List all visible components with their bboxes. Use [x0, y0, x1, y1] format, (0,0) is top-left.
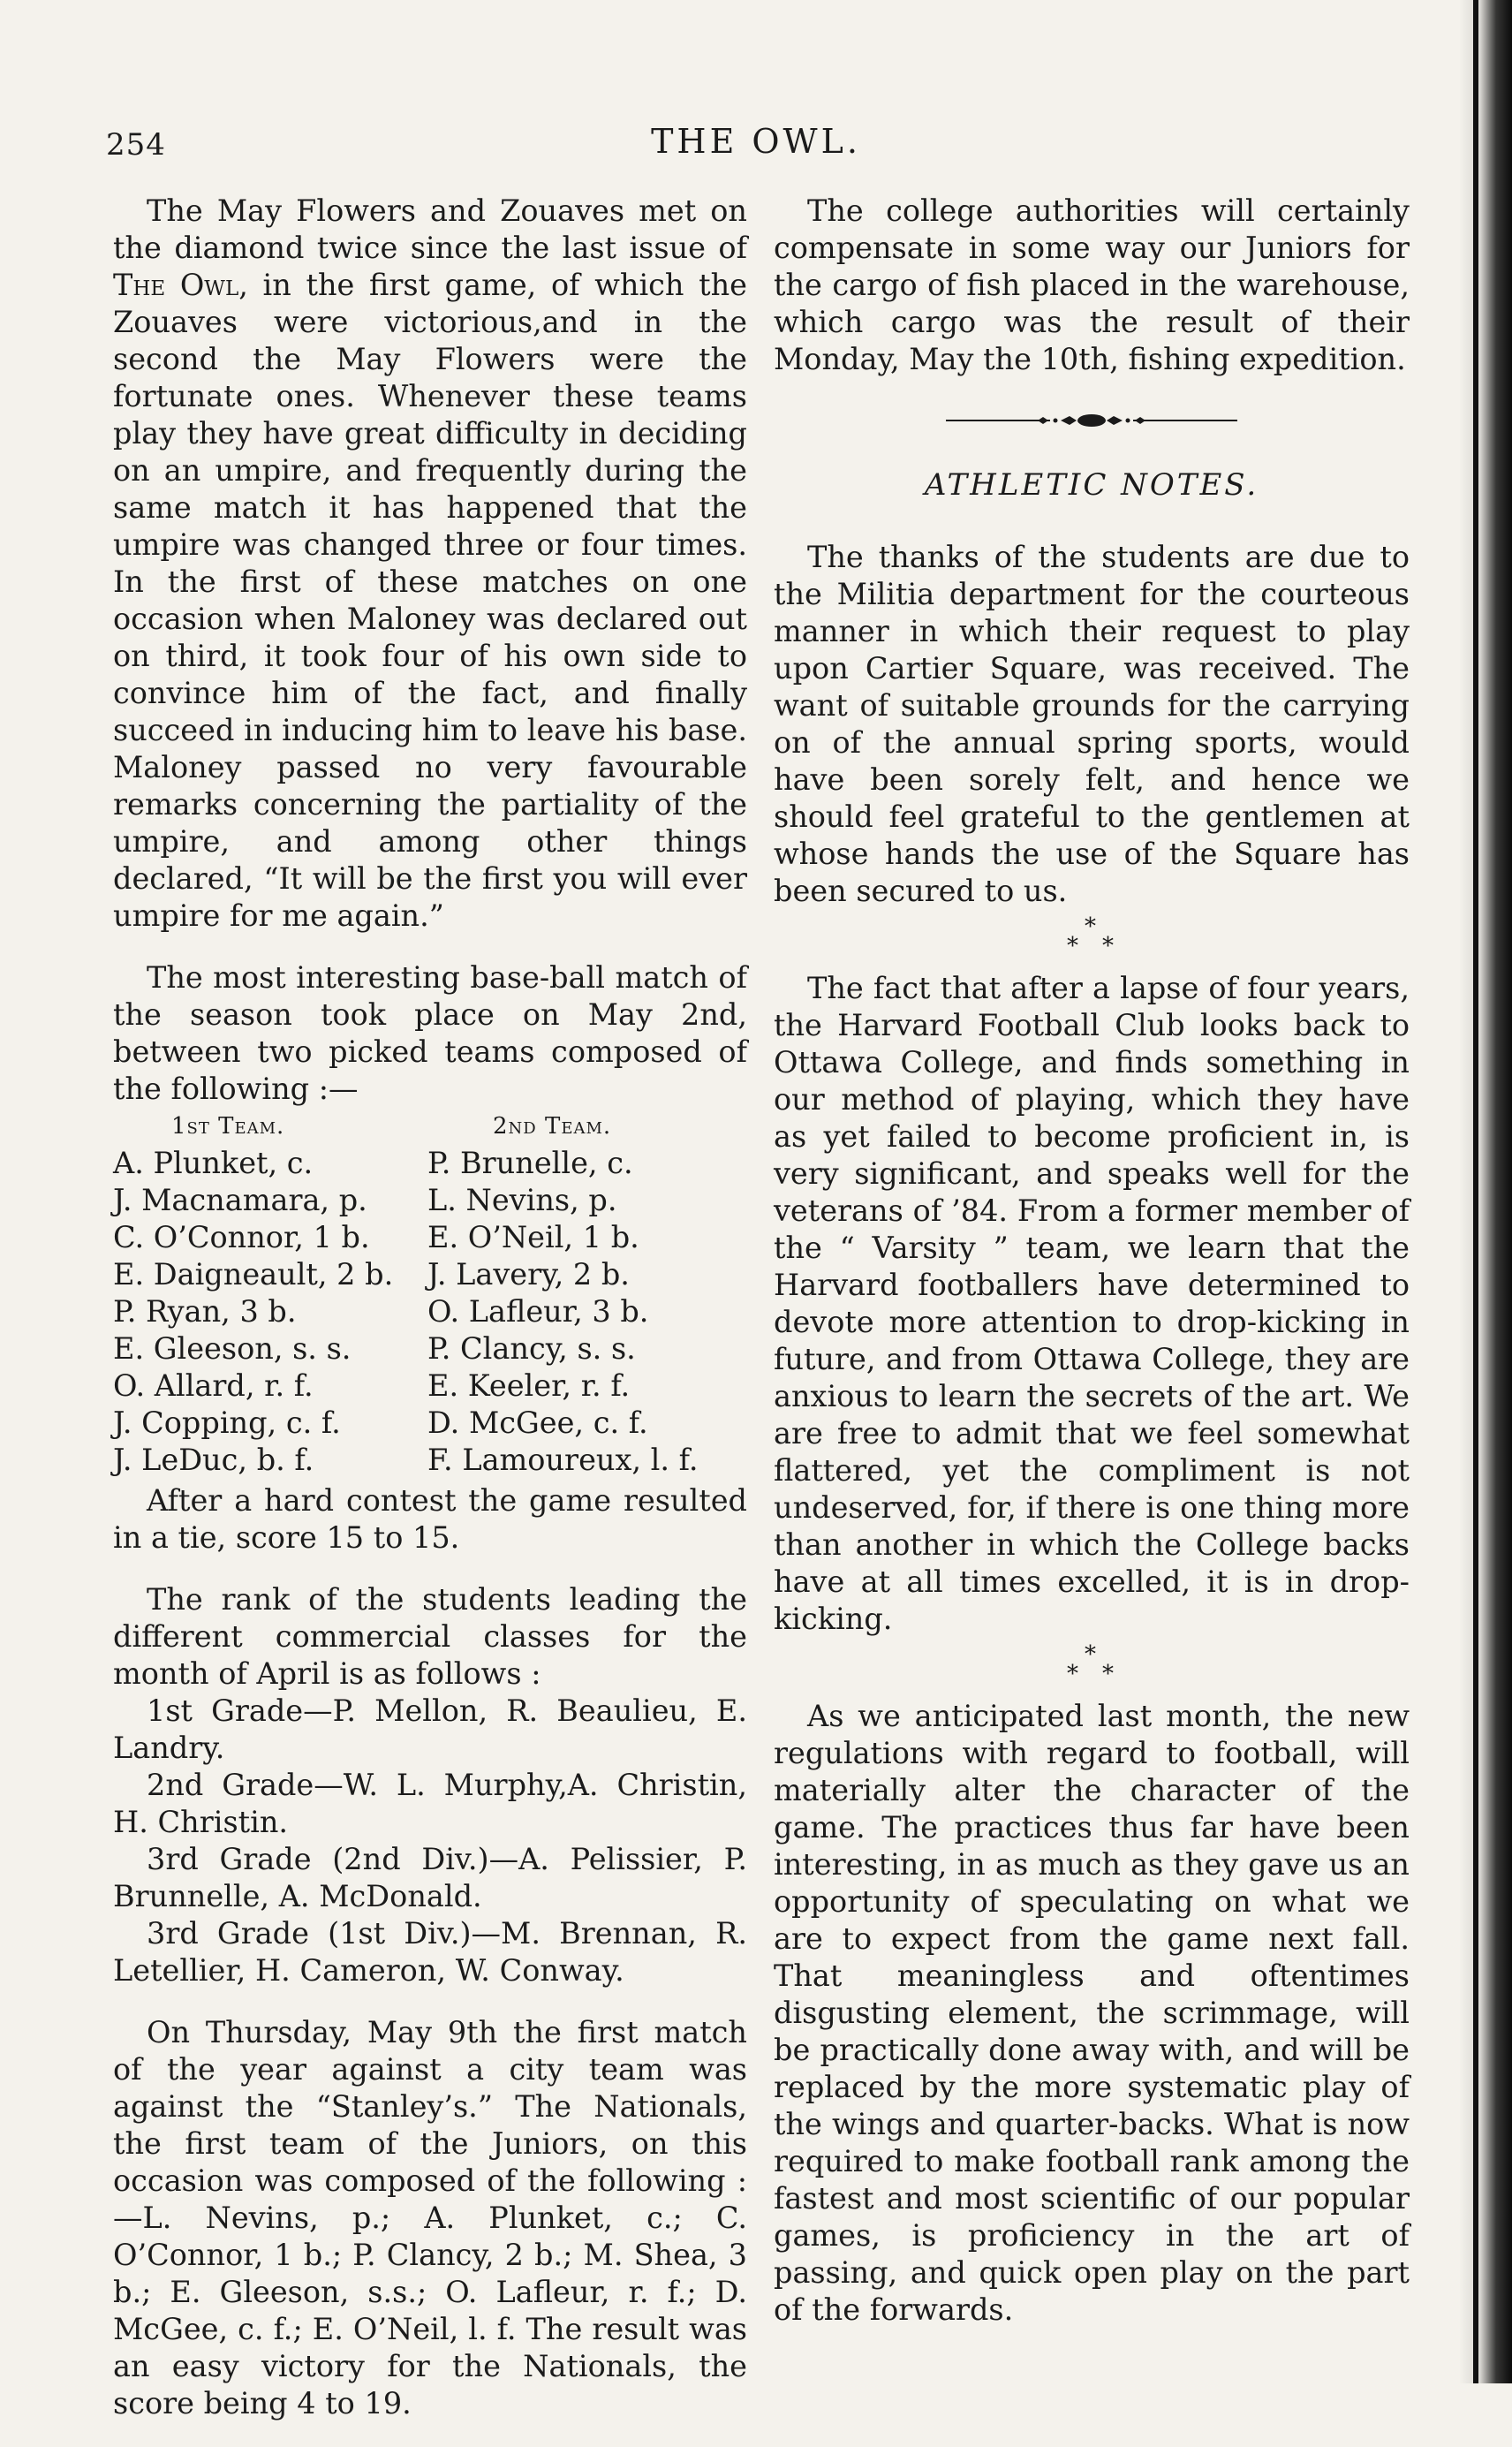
table-row — [113, 1442, 747, 1479]
paragraph-stanleys-match: On Thursday, May 9th the first match of the year against a city team was against the “Stanley’s.” The Nationals, the first team of the Juniors, on this occasion was composed of the following :—L. Nevins, p.; A. Plunket, c.; C. O’Connor, 1 b.; P. Clancy, 2 b.; M. Shea, 3 b.; E. Gleeson, s.s.; O. Lafleur, r. f.; D. McGee, c. f.; E. O’Neil, l. f. The result was an easy victory for the Nationals, the score being 4 to 19. — [113, 2015, 747, 2420]
paragraph-text: , in the first game, of which the Zouaves were victorious,and in the second the May Flowers were the fortunate ones. Whenever these teams play they have great difficulty in deciding on an umpire, and frequently during the same match it has happened that the umpire was changed three or four times. In the first of these matches on one occasion when Maloney was declared out on third, it took four of his own side to convince him of the fact, and finally succeed in inducing him to leave his base. Maloney passed no very favourable remarks concerning the partiality of the umpire, and among other things declared, “It will be the first you will ever umpire for me again.” — [113, 268, 748, 933]
book-spine-shadow — [1459, 0, 1512, 2383]
ornament-rule-icon — [946, 412, 1237, 429]
left-column — [113, 193, 747, 2447]
list-item: 3rd Grade (2nd Div.)—A. Pelissier, P. Brunnelle, A. McDonald. — [113, 1842, 747, 1913]
page-header — [0, 117, 1512, 170]
page-number: 254 — [106, 127, 166, 163]
book-spine-edge — [1473, 0, 1478, 2383]
section-divider-ornament — [774, 396, 1410, 445]
table-row — [113, 1293, 747, 1330]
team1-player: J. Macnamara, p. — [113, 1183, 367, 1217]
list-item: 3rd Grade (1st Div.)—M. Brennan, R. Letellier, H. Cameron, W. Conway. — [113, 1916, 747, 1988]
asterisk-icon: * — [1067, 933, 1078, 959]
asterism-separator — [774, 912, 1410, 965]
team1-player: E. Daigneault, 2 b. — [113, 1257, 394, 1292]
paragraph-text: The May Flowers and Zouaves met on the diamond twice since the last issue of — [113, 193, 747, 265]
team1-player: C. O’Connor, 1 b. — [113, 1220, 370, 1254]
team2-header: 2nd Team. — [493, 1113, 612, 1140]
paragraph-militia-thanks: The thanks of the students are due to the Militia department for the courteous manner in which their request to play upon Cartier Square, was received. The want of suitable grounds for the carrying on of the annual spring sports, would have been sorely felt, and hence we should feel grateful to the gentlemen at whose hands the use of the Square has been secured to us. — [774, 540, 1410, 908]
right-column — [774, 193, 1410, 2353]
paragraph-picked-teams: The most interesting base-ball match of the season took place on May 2nd, between two picked teams composed of the following :— — [113, 960, 747, 1106]
list-item: 2nd Grade—W. L. Murphy,A. Christin, H. Christin. — [113, 1768, 747, 1839]
team2-player: E. Keeler, r. f. — [427, 1368, 631, 1403]
paragraph-new-regulations: As we anticipated last month, the new regulations with regard to football, will materially alter the character of the game. The practices thus far have been interesting, in as much as they gave us an opportunity of speculating on what we are to expect from the game next fall. That meaningless and oftentimes disgusting element, the scrimmage, will be practically done away with, and will be replaced by the more systematic play of the wings and quarter-backs. What is now required to make football rank among the fastest and most scientific of our popular games, is proficiency in the art of passing, and quick open play on the part of the forwards. — [774, 1699, 1410, 2327]
team2-player: P. Brunelle, c. — [427, 1146, 633, 1180]
table-row — [113, 1367, 747, 1405]
team2-player: F. Lamoureux, l. f. — [427, 1443, 699, 1477]
asterism-separator — [774, 1640, 1410, 1693]
paragraph-mayflowers-zouaves — [113, 193, 747, 935]
asterisk-icon: * — [1085, 913, 1096, 940]
paragraph-fishing-expedition: The college authorities will certainly compensate in some way our Juniors for the cargo of fish placed in the warehouse, which cargo was the result of their Monday, May the 10th, fishing expedition. — [774, 193, 1410, 376]
asterisk-icon: * — [1085, 1641, 1096, 1668]
table-row — [113, 1330, 747, 1367]
running-head: THE OWL. — [651, 122, 861, 161]
section-title-athletic-notes: ATHLETIC NOTES. — [924, 467, 1259, 503]
table-row — [113, 1219, 747, 1256]
team1-player: O. Allard, r. f. — [113, 1368, 314, 1403]
team1-player: A. Plunket, c. — [113, 1146, 314, 1180]
team1-player: E. Gleeson, s. s. — [113, 1331, 352, 1366]
team1-player: P. Ryan, 3 b. — [113, 1294, 297, 1329]
team2-player: E. O’Neil, 1 b. — [427, 1220, 639, 1254]
table-row — [113, 1182, 747, 1219]
team2-player: L. Nevins, p. — [427, 1183, 617, 1217]
team-roster-header — [113, 1108, 747, 1145]
asterisk-icon: * — [1067, 1661, 1078, 1687]
team2-player: J. Lavery, 2 b. — [427, 1257, 630, 1292]
magazine-name: The Owl — [113, 268, 239, 302]
team2-player: O. Lafleur, 3 b. — [427, 1294, 649, 1329]
team-roster-table — [113, 1108, 747, 1479]
grade-list — [113, 1693, 747, 1989]
table-row — [113, 1256, 747, 1293]
team2-player: P. Clancy, s. s. — [427, 1331, 636, 1366]
asterisk-icon: * — [1102, 1661, 1114, 1687]
paragraph-harvard-football: The fact that after a lapse of four years, the Harvard Football Club looks back to Ottawa College, and finds something in our method of playing, which they have as yet failed to become proficient in, is very significant, and speaks well for the veterans of ’84. From a former member of the “ Varsity ” team, we learn that the Harvard footballers have determined to devote more attention to drop-kicking in future, and from Ottawa College, they are anxious to learn the secrets of the art. We are free to admit that we feel somewhat flattered, yet the compliment is not undeserved, for, if there is one thing more than another in which the College backs have at all times excelled, it is in drop-kicking. — [774, 971, 1410, 1636]
asterisk-icon: * — [1102, 933, 1114, 959]
table-row — [113, 1405, 747, 1442]
team1-header: 1st Team. — [171, 1113, 285, 1140]
team1-player: J. LeDuc, b. f. — [113, 1443, 314, 1477]
paragraph-commercial-classes: The rank of the students leading the different commercial classes for the month of April is as follows : — [113, 1582, 747, 1691]
table-row — [113, 1145, 747, 1182]
team2-player: D. McGee, c. f. — [427, 1405, 648, 1440]
list-item: 1st Grade—P. Mellon, R. Beaulieu, E. Landry. — [113, 1693, 747, 1765]
team1-player: J. Copping, c. f. — [113, 1405, 341, 1440]
paragraph-game-result: After a hard contest the game resulted in a tie, score 15 to 15. — [113, 1483, 747, 1555]
